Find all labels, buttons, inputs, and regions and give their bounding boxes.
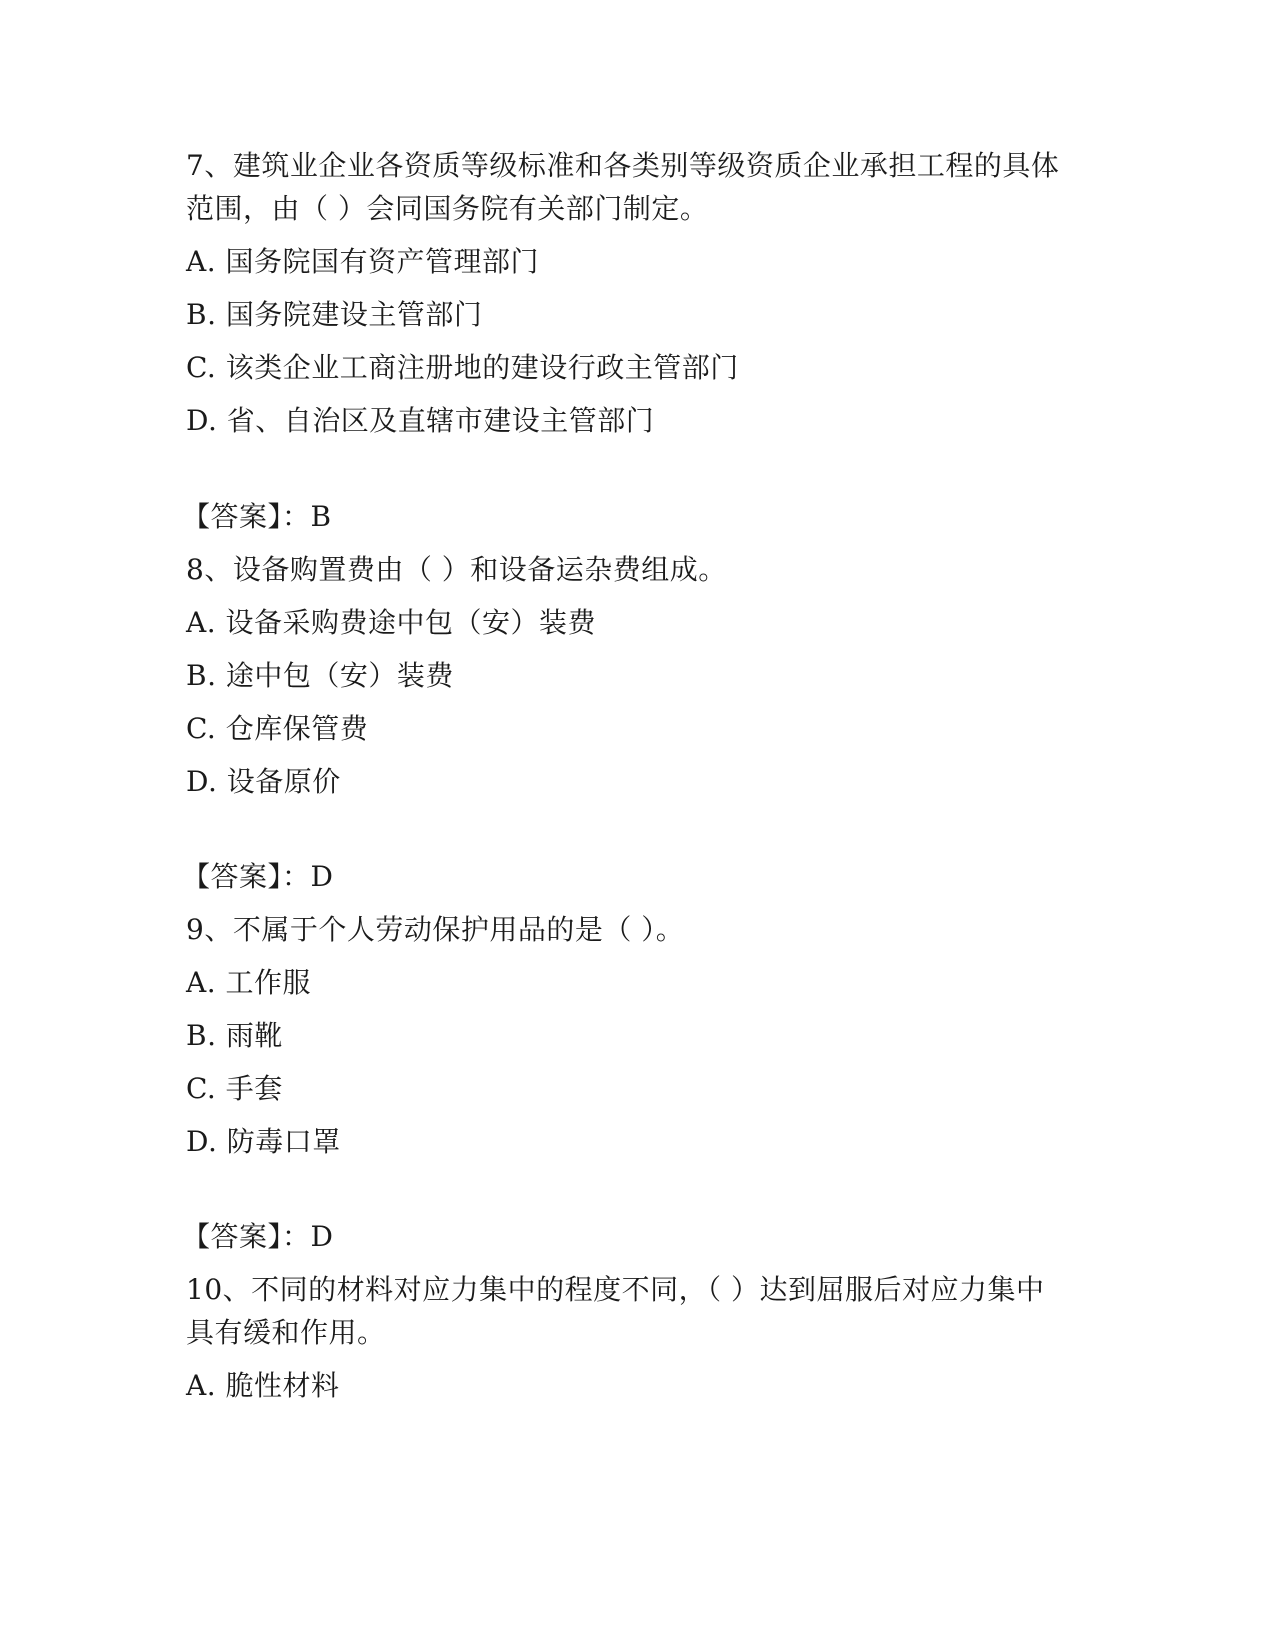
question-9-option-c: C. 手套 bbox=[186, 1072, 283, 1105]
question-9-option-a: A. 工作服 bbox=[186, 966, 312, 999]
question-8-option-a: A. 设备采购费途中包（安）装费 bbox=[186, 606, 597, 639]
question-7-answer: 【答案】：B bbox=[182, 500, 332, 533]
question-10-stem-line-2: 具有缓和作用。 bbox=[186, 1316, 386, 1349]
question-10-option-a: A. 脆性材料 bbox=[186, 1369, 340, 1402]
question-9-stem-line-1: 9、不属于个人劳动保护用品的是（ ）。 bbox=[186, 913, 685, 946]
question-9-option-d: D. 防毒口罩 bbox=[186, 1125, 341, 1158]
question-7-stem-line-2: 范围，由（ ）会同国务院有关部门制定。 bbox=[186, 192, 709, 225]
question-8-answer: 【答案】：D bbox=[182, 860, 334, 893]
question-9-answer: 【答案】：D bbox=[182, 1220, 334, 1253]
question-7-option-c: C. 该类企业工商注册地的建设行政主管部门 bbox=[186, 351, 739, 384]
question-7-option-d: D. 省、自治区及直辖市建设主管部门 bbox=[186, 404, 655, 437]
question-7-option-b: B. 国务院建设主管部门 bbox=[186, 298, 483, 331]
question-7-stem-line-1: 7、建筑业企业各资质等级标准和各类别等级资质企业承担工程的具体 bbox=[186, 149, 1060, 182]
question-8-option-b: B. 途中包（安）装费 bbox=[186, 659, 454, 692]
question-8-option-d: D. 设备原价 bbox=[186, 765, 341, 798]
question-8-stem-line-1: 8、设备购置费由（ ）和设备运杂费组成。 bbox=[186, 553, 727, 586]
question-7-option-a: A. 国务院国有资产管理部门 bbox=[186, 245, 540, 278]
question-10-stem-line-1: 10、不同的材料对应力集中的程度不同，（ ）达到屈服后对应力集中 bbox=[186, 1273, 1045, 1306]
question-9-option-b: B. 雨靴 bbox=[186, 1019, 283, 1052]
question-8-option-c: C. 仓库保管费 bbox=[186, 712, 369, 745]
